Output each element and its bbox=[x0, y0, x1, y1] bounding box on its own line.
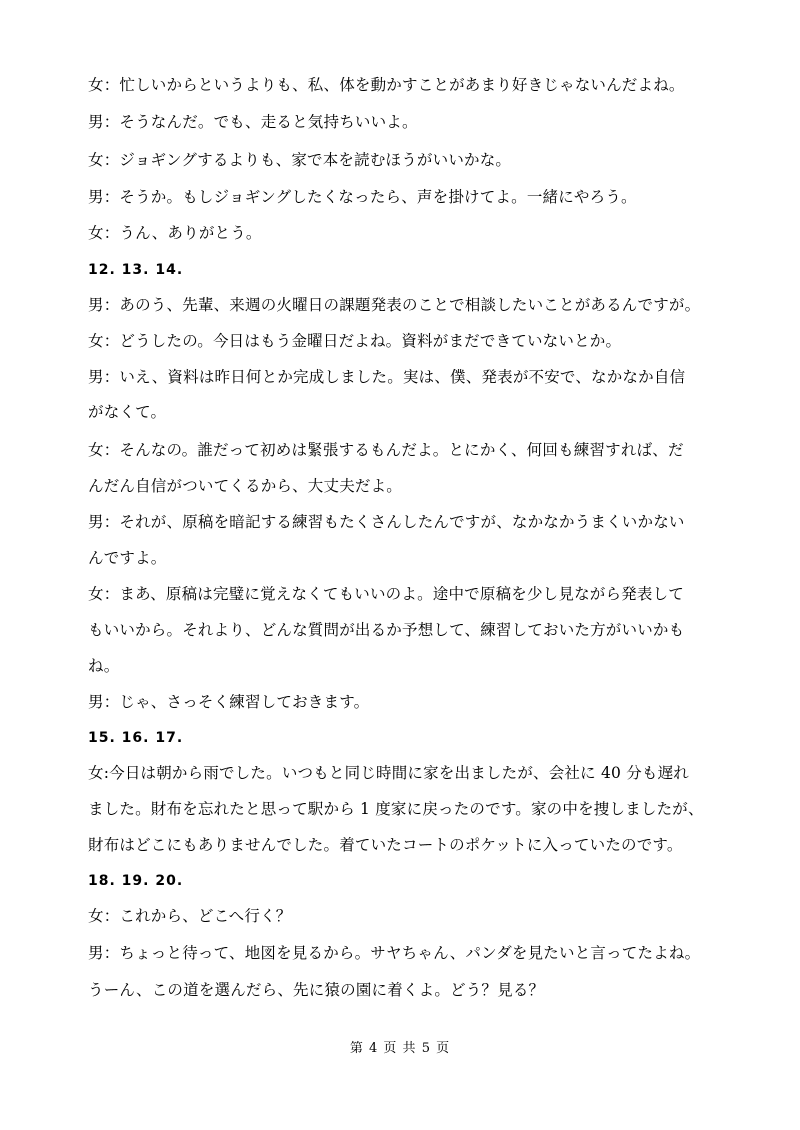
dialogue-line: 男：ちょっと待って、地図を見るから。サヤちゃん、パンダを見たいと言ってたよね。 bbox=[88, 944, 701, 962]
dialogue-line: 女：ジョギングするよりも、家で本を読むほうがいいかな。 bbox=[88, 151, 512, 169]
dialogue-line: 女：忙しいからというよりも、私、体を動かすことがあまり好きじゃないんだよね。 bbox=[88, 76, 685, 94]
question-number-heading: 15. 16. 17. bbox=[88, 730, 184, 746]
dialogue-line: 男：そうなんだ。でも、走ると気持ちいいよ。 bbox=[88, 113, 418, 131]
dialogue-line: 女：これから、どこへ行く？ bbox=[88, 907, 292, 925]
dialogue-line: 男：それが、原稿を暗記する練習もたくさんしたんですが、なかなかうまくいかない bbox=[88, 513, 685, 531]
dialogue-line: 女:今日は朝から雨でした。いつもと同じ時間に家を出ましたが、会社に 40 分も遅れ bbox=[88, 764, 690, 782]
question-number-heading: 12. 13. 14. bbox=[88, 262, 184, 278]
dialogue-line: がなくて。 bbox=[88, 403, 167, 421]
page-number-footer: 第 4 页 共 5 页 bbox=[349, 1041, 451, 1056]
dialogue-line: 女：どうしたの。今日はもう金曜日だよね。資料がまだできていないとか。 bbox=[88, 332, 622, 350]
dialogue-line: 男：じゃ、さっそく練習しておきます。 bbox=[88, 693, 370, 711]
dialogue-line: ね。 bbox=[88, 657, 120, 675]
dialogue-line: 女：そんなの。誰だって初めは緊張するもんだよ。とにかく、何回も練習すれば、だ bbox=[88, 441, 684, 459]
dialogue-line: 女：うん、ありがとう。 bbox=[88, 224, 262, 242]
question-number-heading: 18. 19. 20. bbox=[88, 873, 184, 889]
dialogue-line: んだん自信がついてくるから、大丈夫だよ。 bbox=[88, 477, 403, 495]
dialogue-line: うーん、この道を選んだら、先に猿の園に着くよ。どう？見る？ bbox=[88, 981, 545, 999]
dialogue-line: 男：あのう、先輩、来週の火曜日の課題発表のことで相談したいことがあるんですが。 bbox=[88, 296, 701, 314]
dialogue-line: 男：そうか。もしジョギングしたくなったら、声を掛けてよ。一緒にやろう。 bbox=[88, 188, 637, 206]
dialogue-line: んですよ。 bbox=[88, 549, 167, 567]
dialogue-line: もいいから。それより、どんな質問が出るか予想して、練習しておいた方がいいかも bbox=[88, 621, 685, 639]
dialogue-line: 女：まあ、原稿は完璧に覚えなくてもいいのよ。途中で原稿を少し見ながら発表して bbox=[88, 585, 684, 603]
dialogue-line: 財布はどこにもありませんでした。着ていたコートのポケットに入っていたのです。 bbox=[88, 836, 683, 854]
dialogue-line: ました。財布を忘れたと思って駅から 1 度家に戻ったのです。家の中を捜しましたが、 bbox=[88, 800, 704, 818]
dialogue-line: 男：いえ、資料は昨日何とか完成しました。実は、僕、発表が不安で、なかなか自信 bbox=[88, 368, 686, 386]
